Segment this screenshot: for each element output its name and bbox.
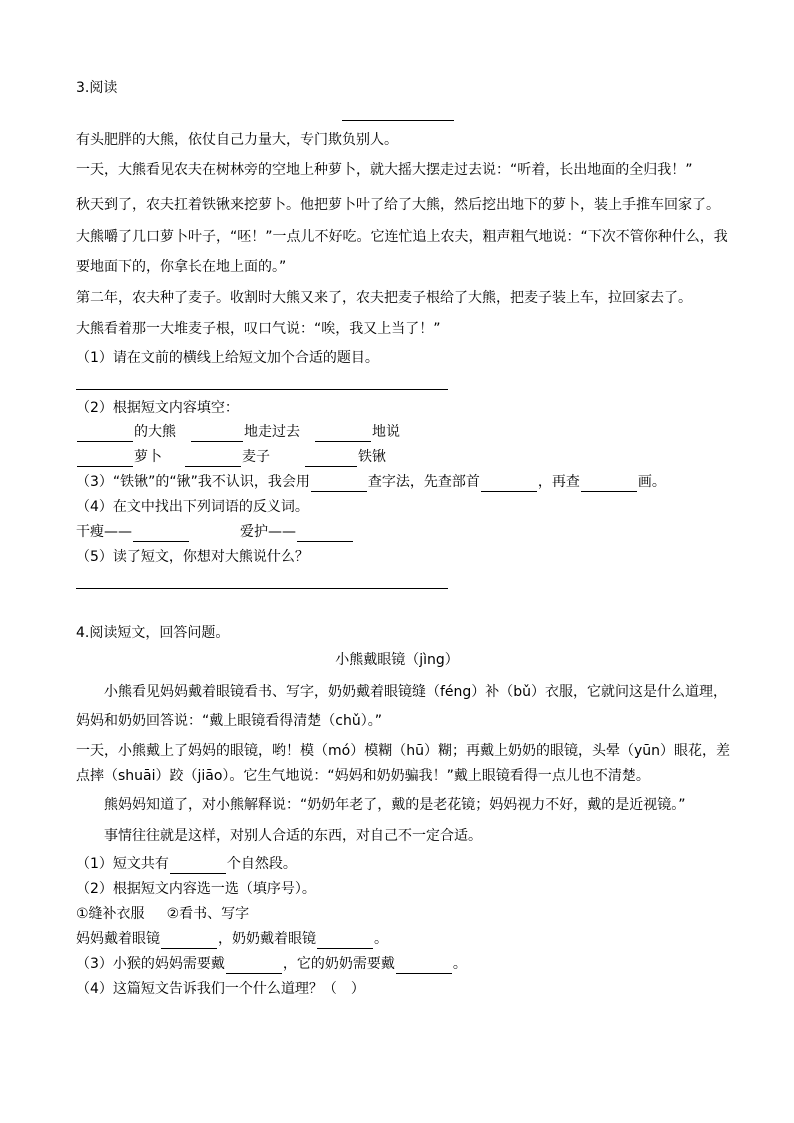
q4-paragraph-3: 一天，小熊戴上了妈妈的眼镜，哟！模（mó）模糊（hū）糊；再戴上奶奶的眼镜，头晕（yūn）眼花，差 — [76, 743, 730, 759]
blank[interactable] — [185, 450, 241, 467]
q4-sub1: （1）短文共有 个自然段。 — [76, 856, 297, 872]
blank[interactable] — [170, 857, 226, 874]
q3-paragraph-7: 大熊看着那一大堆麦子根，叹口气说：“唉，我又上当了！” — [76, 321, 441, 337]
blank[interactable] — [133, 525, 189, 542]
antonym-label: 干瘦—— — [76, 524, 132, 540]
blank[interactable] — [191, 425, 243, 442]
q3-paragraph-4: 大熊嚼了几口萝卜叶子，“呸！”一点儿不好吃。它连忙追上农夫，粗声粗气地说：“下次不管你种什么，我 — [76, 229, 728, 245]
blank[interactable] — [311, 475, 367, 492]
blank[interactable] — [77, 450, 133, 467]
q4-paragraph-4: 点摔（shuāi）跤（jiāo）。它生气地说：“妈妈和奶奶骗我！”戴上眼镜看得一点儿也不清楚。 — [76, 768, 650, 784]
option-1: ①缝补衣服 — [76, 906, 145, 922]
q3-heading: 3.阅读 — [76, 80, 118, 96]
blank[interactable] — [481, 475, 537, 492]
q3-antonyms — [76, 522, 354, 542]
q4-options — [76, 904, 249, 924]
fill-label: 地说 — [372, 424, 400, 440]
fill-label: 铁锹 — [358, 449, 386, 465]
q3-sub5-answer-line[interactable] — [76, 588, 448, 589]
q3-paragraph-5: 要地面下的，你拿长在地上面的。” — [76, 259, 287, 275]
fill-label: 地走过去 — [244, 424, 300, 440]
fill-label: 萝卜 — [134, 449, 162, 465]
q4-fill-a: 妈妈戴着眼镜 ，奶奶戴着眼镜 。 — [76, 931, 388, 947]
q4-sub2: （2）根据短文内容选一选（填序号）。 — [76, 881, 316, 897]
antonym-label: 爱护—— — [240, 524, 296, 540]
q3-sub1: （1）请在文前的横线上给短文加个合适的题目。 — [76, 350, 379, 366]
blank[interactable] — [396, 957, 452, 974]
q4-paragraph-1: 小熊看见妈妈戴着眼镜看书、写字，奶奶戴着眼镜缝（féng）补（bǔ）衣服，它就问这是什么道理， — [104, 684, 728, 700]
q3-paragraph-2: 一天，大熊看见农夫在树林旁的空地上种萝卜，就大摇大摆走过去说：“听着，长出地面的全归我！” — [76, 162, 693, 178]
q4-title: 小熊戴眼镜（jìng） — [335, 652, 459, 668]
q3-title-blank[interactable] — [342, 120, 454, 121]
q3-paragraph-3: 秋天到了，农夫扛着铁锹来挖萝卜。他把萝卜叶了给了大熊，然后挖出地下的萝卜，装上手推车回家了。 — [76, 197, 720, 213]
q3-paragraph-6: 第二年，农夫种了麦子。收割时大熊又来了，农夫把麦子根给了大熊，把麦子装上车，拉回家去了。 — [76, 290, 692, 306]
q4-heading: 4.阅读短文，回答问题。 — [76, 625, 230, 641]
blank[interactable] — [305, 450, 357, 467]
blank[interactable] — [226, 957, 282, 974]
blank[interactable] — [317, 932, 373, 949]
q4-paragraph-5: 熊妈妈知道了，对小熊解释说：“奶奶年老了，戴的是老花镜；妈妈视力不好，戴的是近视镜。” — [104, 797, 686, 813]
q4-paragraph-2: 妈妈和奶奶回答说：“戴上眼镜看得清楚（chǔ）。” — [76, 713, 382, 729]
q3-sub3: （3）“铁锹”的“锹”我不认识，我会用 查字法，先查部首 ，再查 画。 — [76, 474, 666, 490]
q3-fill-row-1 — [76, 422, 400, 442]
q3-fill-row-2 — [76, 447, 386, 467]
q3-sub1-answer-line[interactable] — [76, 389, 448, 390]
blank[interactable] — [581, 475, 637, 492]
q4-sub4: （4）这篇短文告诉我们一个什么道理？（ ） — [76, 981, 365, 997]
blank[interactable] — [77, 425, 133, 442]
q4-sub3: （3）小猴的妈妈需要戴 ，它的奶奶需要戴 。 — [76, 956, 467, 972]
q3-sub4: （4）在文中找出下列词语的反义词。 — [76, 499, 309, 515]
fill-label: 麦子 — [242, 449, 270, 465]
blank[interactable] — [297, 525, 353, 542]
option-2: ②看书、写字 — [166, 906, 250, 922]
fill-label: 的大熊 — [134, 424, 176, 440]
blank[interactable] — [161, 932, 217, 949]
q4-paragraph-6: 事情往往就是这样，对别人合适的东西，对自己不一定合适。 — [104, 828, 482, 844]
q3-sub5: （5）读了短文，你想对大熊说什么？ — [76, 549, 309, 565]
q3-sub2: （2）根据短文内容填空： — [76, 400, 239, 416]
q3-paragraph-1: 有头肥胖的大熊，依仗自己力量大，专门欺负别人。 — [76, 132, 398, 148]
blank[interactable] — [315, 425, 371, 442]
